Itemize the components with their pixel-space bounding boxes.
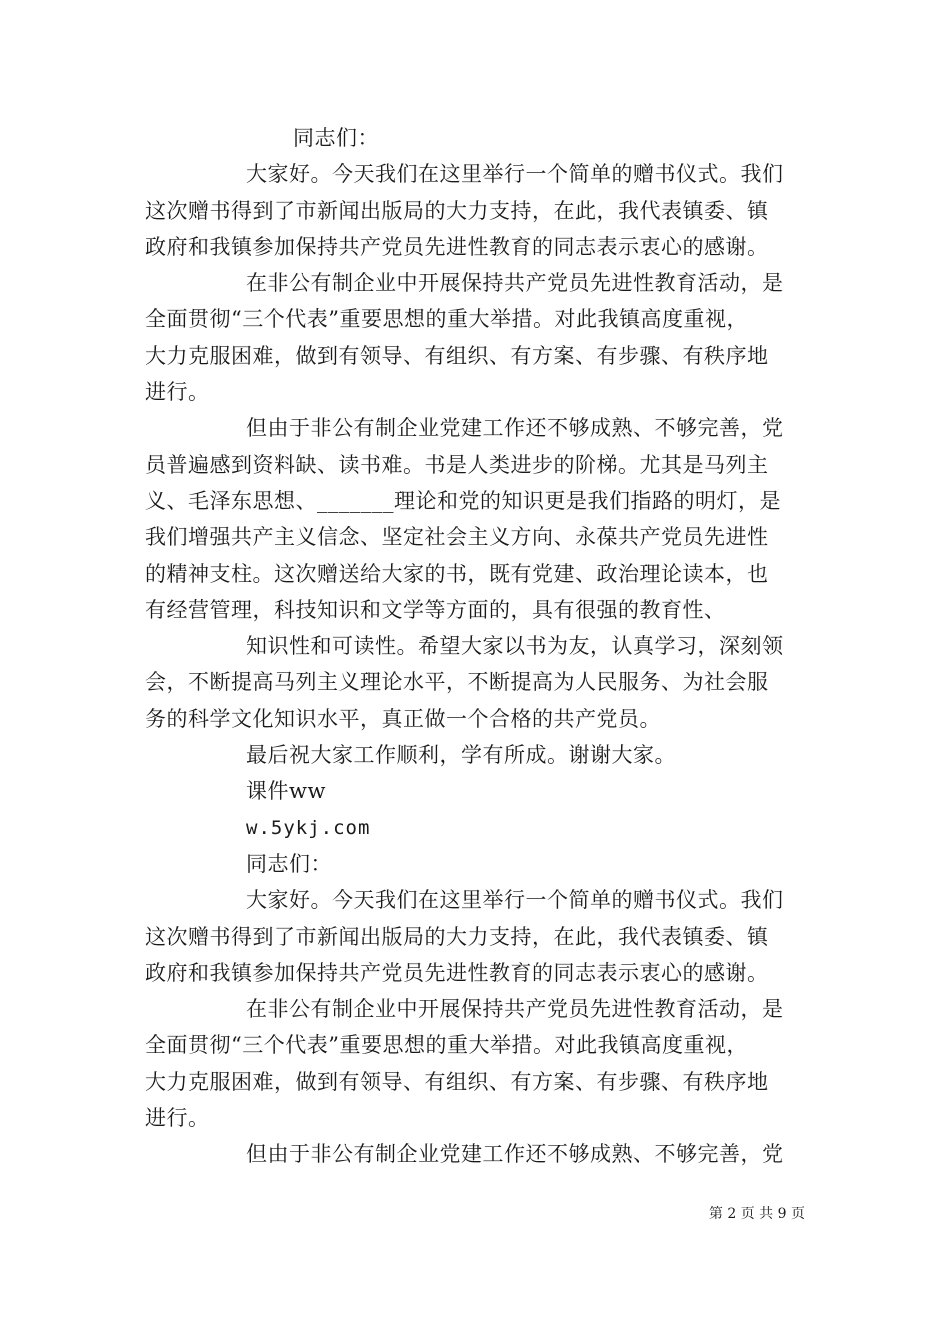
text-line: 但由于非公有制企业党建工作还不够成熟、不够完善，党 (246, 416, 784, 441)
text-line: 进行。 (145, 1106, 210, 1131)
text-line: 同志们： (246, 851, 332, 876)
text-line: 进行。 (145, 380, 210, 405)
text-line: 务的科学文化知识水平，真正做一个合格的共产党员。 (145, 706, 661, 731)
text-line: 我们增强共产主义信念、坚定社会主义方向、永葆共产党员先进性 (145, 525, 769, 550)
text-line: 最后祝大家工作顺利，学有所成。谢谢大家。 (246, 743, 676, 768)
text-line: w.5ykj.com (246, 816, 371, 839)
text-line: 会，不断提高马列主义理论水平，不断提高为人民服务、为社会服 (145, 670, 769, 695)
text-line: 政府和我镇参加保持共产党员先进性教育的同志表示衷心的感谢。 (145, 234, 769, 259)
document-body (145, 120, 809, 1173)
text-line: 这次赠书得到了市新闻出版局的大力支持，在此，我代表镇委、镇 (145, 198, 769, 223)
text-line: 义、毛泽东思想、_______理论和党的知识更是我们指路的明灯，是 (145, 488, 781, 513)
text-line: 但由于非公有制企业党建工作还不够成熟、不够完善，党 (246, 1142, 784, 1167)
text-line: 有经营管理，科技知识和文学等方面的，具有很强的教育性、 (145, 597, 726, 622)
text-line: 大家好。今天我们在这里举行一个简单的赠书仪式。我们 (246, 888, 784, 913)
text-line: 大家好。今天我们在这里举行一个简单的赠书仪式。我们 (246, 162, 784, 187)
text-line: 在非公有制企业中开展保持共产党员先进性教育活动，是 (246, 997, 784, 1022)
text-line: 在非公有制企业中开展保持共产党员先进性教育活动，是 (246, 271, 784, 296)
text-line: 课件ww (246, 779, 326, 804)
text-line: 这次赠书得到了市新闻出版局的大力支持，在此，我代表镇委、镇 (145, 924, 769, 949)
text-line: 大力克服困难，做到有领导、有组织、有方案、有步骤、有秩序地 (145, 1069, 769, 1094)
text-line: 的精神支柱。这次赠送给大家的书，既有党建、政治理论读本，也 (145, 561, 769, 586)
text-line: 大力克服困难，做到有领导、有组织、有方案、有步骤、有秩序地 (145, 343, 769, 368)
text-line: 同志们： (293, 126, 379, 150)
page-number: 第 2 页 共 9 页 (708, 1206, 805, 1222)
text-line: 全面贯彻“三个代表”重要思想的重大举措。对此我镇高度重视， (145, 307, 748, 332)
text-line: 员普遍感到资料缺、读书难。书是人类进步的阶梯。尤其是马列主 (145, 452, 769, 477)
text-line: 政府和我镇参加保持共产党员先进性教育的同志表示衷心的感谢。 (145, 960, 769, 985)
text-line: 全面贯彻“三个代表”重要思想的重大举措。对此我镇高度重视， (145, 1033, 748, 1058)
text-line: 知识性和可读性。希望大家以书为友，认真学习，深刻领 (246, 634, 784, 659)
